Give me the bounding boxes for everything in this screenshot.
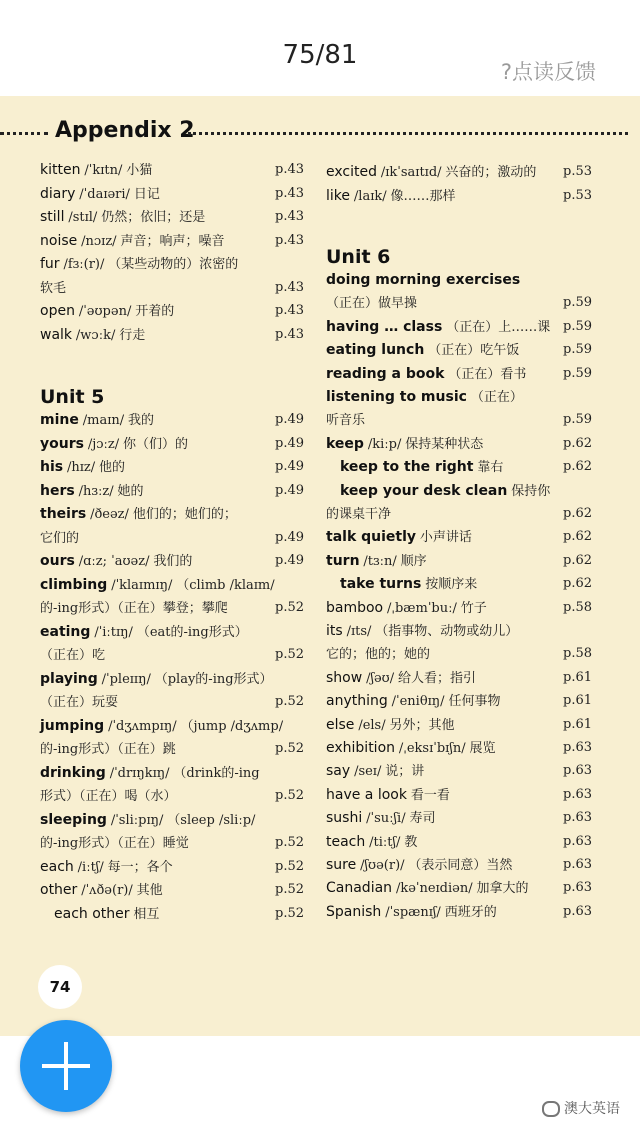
entry-page-ref: p.49 [275,529,304,545]
entry-gloss: 小声讲话 [419,530,472,546]
entry-word: yours [40,435,84,452]
entry-page-ref: p.52 [275,741,304,756]
vocab-entry[interactable] [40,596,304,619]
entry-page-ref: p.49 [275,553,304,568]
vocab-entry[interactable] [326,184,592,207]
entry-word: excited [326,164,377,180]
entry-page-ref: p.43 [275,326,304,342]
entry-word: bamboo [326,599,384,616]
entry-page-ref: p.61 [563,716,592,732]
vocab-entry[interactable] [40,784,304,807]
entry-word: Canadian [326,880,393,897]
entry-page-ref: p.52 [275,882,304,897]
entry-word: take turns [340,576,422,593]
entry-word: eating lunch [326,342,425,359]
entry-page-ref: p.52 [275,600,304,615]
vocab-entry[interactable] [40,737,304,760]
vocab-entry[interactable] [40,158,304,181]
entry-page-ref: p.52 [275,788,304,803]
vocab-entry[interactable] [40,502,304,525]
dotted-rule-right [188,132,628,135]
entry-word: mine [40,412,79,428]
entry-word: playing [40,670,98,687]
entry-gloss: （正在）上……课 [446,319,551,335]
entry-gloss: 它的；他的；她的 [326,647,431,663]
entry-word: its [326,623,343,639]
entry-gloss: 它们的 [40,530,80,546]
entry-pronunciation: /hɪz/ [67,460,96,475]
entry-word: still [40,209,65,225]
entry-pronunciation: /ˈʌðə(r)/ [81,883,133,898]
vocab-entry[interactable] [326,525,592,548]
entry-gloss: （表示同意）当然 [408,858,513,873]
page-counter: 75/81 [282,40,358,70]
entry-gloss: 其他 [136,883,163,898]
entry-word: climbing [40,576,108,593]
vocab-entry[interactable] [326,736,592,759]
entry-gloss: 寿司 [409,811,436,827]
vocab-entry[interactable] [326,291,592,314]
entry-page-ref: p.63 [563,810,592,826]
vocab-entry[interactable] [326,806,592,829]
entry-page-ref: p.53 [563,164,592,179]
entry-pronunciation: /ˈsliːpɪŋ/ [110,812,164,828]
entry-page-ref: p.43 [275,185,304,201]
entry-word: listening to music [326,389,467,405]
entry-gloss: 她的 [117,483,144,499]
entry-page-ref: p.62 [563,529,592,545]
vocab-entry[interactable] [326,479,592,502]
entry-page-ref: p.49 [275,482,304,498]
entry-word: say [326,763,351,780]
entry-page-ref: p.59 [563,295,592,311]
entry-gloss: 仍然；依旧；还是 [101,210,206,225]
dotted-rule-left [0,132,48,135]
vocab-entry[interactable] [326,362,592,385]
entry-gloss: 说；讲 [385,764,425,780]
top-bar [0,0,640,96]
entry-gloss: （某些动物的）浓密的 [108,257,239,272]
appendix-header [0,118,640,148]
vocab-entry[interactable] [40,831,304,854]
entry-pronunciation: /kəˈneɪdiən/ [395,881,473,897]
entry-page-ref: p.58 [563,599,592,615]
vocab-entry[interactable] [40,808,304,831]
entry-gloss: 西班牙的 [444,904,497,920]
entry-pronunciation: /ɑːz; ˈaʊəz/ [78,554,150,569]
entry-gloss: 开着的 [135,304,175,319]
vocab-entry[interactable] [326,315,592,338]
entry-gloss: 兴奋的；激动的 [445,165,537,180]
entry-page-ref: p.62 [563,459,592,475]
entry-page-ref: p.61 [563,693,592,709]
entry-gloss: （指事物、动物或幼儿） [375,624,519,639]
entry-page-ref: p.49 [275,412,304,427]
entry-pronunciation: /ˈəʊpən/ [78,304,132,319]
plus-icon-stem [64,1042,68,1090]
entry-gloss: 我的 [128,413,155,428]
vocab-entry[interactable] [326,830,592,853]
entry-pronunciation: /ʃʊə(r)/ [360,858,405,873]
vocab-entry[interactable] [40,229,304,252]
entry-page-ref: p.62 [563,506,592,521]
entry-word: walk [40,326,73,343]
entry-gloss: （正在）吃午饭 [428,343,520,359]
watermark-text: 澳大英语 [564,1101,620,1117]
entry-gloss: 靠右 [477,460,504,476]
entry-word: anything [326,693,388,710]
vocab-entry[interactable] [326,876,592,899]
entry-gloss: 你（们）的 [123,436,189,452]
entry-pronunciation: /kiːp/ [367,436,402,452]
vocab-entry[interactable] [326,432,592,455]
entry-gloss: 日记 [133,186,160,202]
entry-gloss: 展览 [469,741,496,756]
entry-gloss: 每一；各个 [107,859,173,875]
entry-pronunciation: /ˈeniθɪŋ/ [391,694,445,710]
vocab-entry[interactable] [40,690,304,713]
appendix-title: Appendix 2 [55,118,195,143]
vocab-entry[interactable] [40,526,304,549]
entry-page-ref: p.62 [563,576,592,592]
entry-page-ref: p.43 [275,279,304,295]
entry-gloss: 保持你 [511,483,551,499]
entry-word: noise [40,232,78,249]
entry-word: each other [54,905,130,922]
entry-pronunciation: /maɪn/ [82,413,125,428]
entry-page-ref: p.43 [275,209,304,224]
vocab-entry[interactable] [326,502,592,525]
entry-gloss: 竹子 [460,600,487,616]
entry-pronunciation: /ˈiːtɪŋ/ [94,624,133,640]
entry-gloss: （sleep /sliːp/ [167,812,256,828]
entry-gloss: （eat的-ing形式） [136,624,248,640]
entry-word: keep [326,435,364,452]
entry-word: each [40,858,74,875]
entry-gloss: 听音乐 [326,413,366,429]
vocab-entry[interactable] [326,455,592,478]
vocab-entry[interactable] [40,761,304,784]
entry-word: other [40,882,78,898]
entry-page-ref: p.63 [563,740,592,755]
vocab-entry[interactable] [40,573,304,596]
entry-gloss: 我们的 [153,554,193,569]
entry-word: else [326,716,355,733]
entry-page-ref: p.62 [563,435,592,451]
entry-word: diary [40,185,76,202]
vocab-entry[interactable] [40,714,304,737]
entry-page-ref: p.53 [563,187,592,203]
entry-gloss: （jump /dʒʌmp/ [180,718,284,734]
entry-pronunciation: /ˈsuːʃi/ [366,811,406,827]
vocab-entry[interactable] [40,902,304,925]
vocab-entry[interactable] [40,455,304,478]
entry-word: sushi [326,810,363,827]
entry-word: reading a book [326,365,445,382]
entry-gloss: （正在） [470,390,523,405]
entry-pronunciation: /els/ [358,717,386,733]
entry-word: turn [326,552,360,569]
entry-pronunciation: /ʃəʊ/ [366,670,395,686]
entry-gloss: （正在）吃 [40,648,106,663]
entry-gloss: 他的 [99,460,126,475]
entry-word: having … class [326,318,443,335]
vocab-entry[interactable] [40,549,304,572]
entry-gloss: 另外；其他 [389,717,455,733]
entry-word: sure [326,857,357,873]
vocab-entry[interactable] [40,620,304,643]
entry-word: teach [326,833,366,850]
entry-pronunciation: /tiːtʃ/ [369,834,401,850]
watermark [542,1098,620,1118]
entry-gloss: （正在）玩耍 [40,695,119,710]
entry-gloss: 的-ing形式）（正在）睡觉 [40,836,189,851]
vocab-entry[interactable] [40,323,304,346]
entry-pronunciation: /ɪts/ [346,624,372,639]
entry-page-ref: p.63 [563,903,592,919]
entry-pronunciation: /ðeəz/ [90,507,129,522]
vocab-entry[interactable] [40,432,304,455]
entry-gloss: （正在）做早操 [326,296,418,312]
entry-page-ref: p.59 [563,342,592,358]
entry-gloss: 的-ing形式）（正在）跳 [40,742,176,757]
vocab-entry[interactable] [40,299,304,322]
entry-page-ref: p.49 [275,459,304,474]
add-button[interactable] [20,1020,112,1112]
vocab-entry[interactable] [40,479,304,502]
entry-word: drinking [40,764,106,781]
vocab-entry[interactable] [326,549,592,572]
unit5-heading: Unit 5 [40,386,105,408]
entry-word: doing morning exercises [326,272,521,288]
entry-gloss: 行走 [119,327,146,343]
vocab-entry[interactable] [40,408,304,431]
vocab-entry[interactable] [326,759,592,782]
entry-word: like [326,187,351,204]
entry-page-ref: p.52 [275,694,304,709]
entry-pronunciation: /fɜː(r)/ [63,257,105,272]
entry-pronunciation: /ˈpleɪɪŋ/ [101,671,151,687]
entry-gloss: 形式）（正在）喝（水） [40,789,177,804]
entry-pronunciation: /seɪ/ [354,764,382,780]
entry-pronunciation: /ˈdʒʌmpɪŋ/ [108,718,177,734]
vocab-entry[interactable] [326,596,592,619]
entry-gloss: 的课桌干净 [326,507,392,522]
vocab-entry[interactable] [326,338,592,361]
entry-gloss: 他们的；她们的； [132,507,237,522]
entry-gloss: 按顺序来 [425,577,478,593]
entry-gloss: （play的-ing形式） [154,671,273,687]
vocab-entry[interactable] [40,667,304,690]
entry-pronunciation: /hɜːz/ [78,483,114,499]
feedback-button[interactable]: ?点读反馈 [500,60,596,84]
entry-gloss: 小猫 [126,163,153,178]
entry-page-ref: p.59 [563,365,592,381]
entry-page-ref: p.59 [563,318,592,334]
entry-word: his [40,459,64,475]
entry-gloss: 保持某种状态 [405,436,484,452]
vocab-entry[interactable] [40,252,304,275]
entry-word: kitten [40,162,81,178]
entry-pronunciation: /ˈdaɪəri/ [79,186,130,202]
vocab-entry[interactable] [326,642,592,665]
entry-page-ref: p.63 [563,763,592,779]
entry-gloss: （drink的-ing [173,765,260,781]
entry-word: show [326,669,363,686]
entry-gloss: 顺序 [400,553,427,569]
vocab-entry[interactable] [326,408,592,431]
entry-word: exhibition [326,740,396,756]
entry-page-ref: p.59 [563,412,592,428]
entry-gloss: 声音；响声；噪音 [120,233,225,249]
vocab-entry[interactable] [326,783,592,806]
page-number-badge: 74 [38,965,82,1009]
entry-word: keep your desk clean [340,482,508,499]
entry-gloss: 教 [404,834,418,850]
wechat-icon [542,1101,560,1117]
vocab-entry[interactable] [326,666,592,689]
entry-pronunciation: /ˈdrɪŋkɪŋ/ [109,765,170,781]
entry-page-ref: p.63 [563,857,592,872]
entry-word: have a look [326,786,407,803]
entry-gloss: 相互 [133,906,160,922]
entry-pronunciation: /ˌeksɪˈbɪʃn/ [398,741,466,756]
entry-page-ref: p.52 [275,905,304,921]
vocab-entry[interactable] [40,855,304,878]
entry-page-ref: p.43 [275,232,304,248]
vocab-entry[interactable] [326,713,592,736]
entry-word: fur [40,256,60,272]
vocab-entry[interactable] [326,268,592,291]
entry-pronunciation: /laɪk/ [353,188,387,204]
entry-pronunciation: /ˈkɪtn/ [84,163,123,178]
entry-pronunciation: /iːtʃ/ [77,859,104,875]
vocab-entry[interactable] [326,385,592,408]
entry-pronunciation: /tɜːn/ [363,553,397,569]
entry-word: jumping [40,717,105,734]
vocab-entry[interactable] [40,182,304,205]
vocab-entry[interactable] [40,205,304,228]
entry-pronunciation: /ɪkˈsaɪtɪd/ [380,165,442,180]
entry-page-ref: p.52 [275,835,304,850]
entry-pronunciation: /nɔɪz/ [81,233,117,249]
entry-word: talk quietly [326,529,417,546]
entry-page-ref: p.63 [563,880,592,896]
vocab-entry[interactable] [326,619,592,642]
vocab-entry[interactable] [326,900,592,923]
entry-page-ref: p.61 [563,669,592,685]
entry-word: eating [40,623,91,640]
vocab-entry[interactable] [40,643,304,666]
vocab-entry[interactable] [326,572,592,595]
entry-word: Spanish [326,903,382,920]
entry-word: keep to the right [340,459,474,476]
entry-gloss: 像……那样 [390,188,456,204]
entry-page-ref: p.52 [275,858,304,874]
entry-pronunciation: /jɔːz/ [87,436,120,452]
entry-page-ref: p.63 [563,786,592,802]
entry-word: theirs [40,506,87,522]
entry-word: ours [40,553,75,569]
entry-gloss: 看一看 [410,787,450,803]
entry-page-ref: p.62 [563,552,592,568]
entry-word: hers [40,482,75,499]
entry-pronunciation: /stɪl/ [68,210,98,225]
entry-gloss: （climb /klaɪm/ [176,577,275,593]
entry-word: open [40,303,75,319]
entry-page-ref: p.52 [275,647,304,662]
vocab-entry[interactable] [40,276,304,299]
vocab-entry[interactable] [326,853,592,876]
entry-gloss: （正在）看书 [448,366,527,382]
entry-pronunciation: /ˌbæmˈbuː/ [387,600,457,616]
entry-gloss: 任何事物 [448,694,501,710]
entry-page-ref: p.58 [563,646,592,662]
vocab-entry[interactable] [326,689,592,712]
entry-pronunciation: /wɔːk/ [75,327,116,343]
entry-gloss: 加拿大的 [476,881,529,897]
entry-pronunciation: /ˈklaɪmɪŋ/ [111,577,173,593]
vocab-entry[interactable] [326,160,592,183]
entry-page-ref: p.43 [275,162,304,177]
entry-pronunciation: /ˈspænɪʃ/ [385,904,441,920]
entry-page-ref: p.63 [563,833,592,849]
entry-gloss: 的-ing形式）（正在）攀登；攀爬 [40,601,228,616]
vocab-entry[interactable] [40,878,304,901]
entry-page-ref: p.43 [275,303,304,318]
unit6-heading: Unit 6 [326,246,391,268]
entry-page-ref: p.49 [275,435,304,451]
entry-gloss: 给人看；指引 [398,670,477,686]
entry-word: sleeping [40,811,107,828]
entry-gloss: 软毛 [40,280,67,296]
